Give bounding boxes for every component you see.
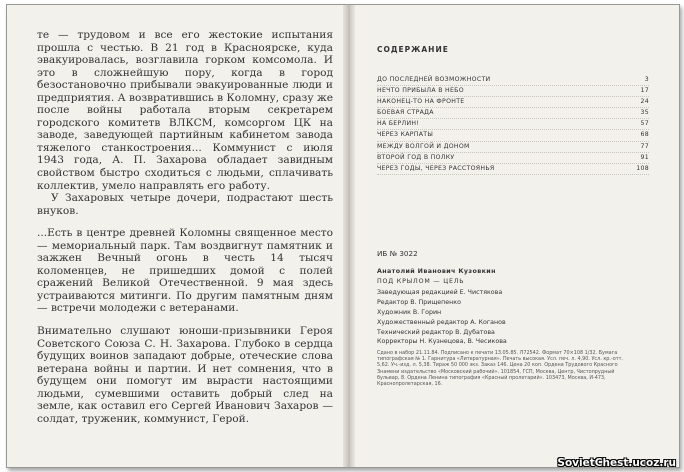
publication-details: Сдано в набор 21.11.84. Подписано к печати 13.05.85. Л72542. Формат 70×108 1/32. Бумага типографская № 1. Гарнитура «Литературная». Печать высокая. Усл. печ. л. 4,90. Усл. кр.-отт. 5,62. Уч.-изд. л. 5,38. Тираж 50 000 экз. Заказ 146. Цена 20 коп. Ордена Трудового Красного Знамени издательство «Московский рабочий». 101854, ГСП, Москва, Центр, Чистопрудный бульвар, 8. Ордена Ленина типография «Красный пролетарий». 103473, Москва, И-473, Краснопролетарская, 16.: [377, 350, 623, 387]
toc-entry: НА БЕРЛИН! 57: [377, 119, 649, 130]
credit-line: Технический редактор В. Дубатова: [377, 328, 495, 336]
credit-line: Заведующая редакцией Е. Чистякова: [377, 289, 503, 297]
toc-title: СОДЕРЖАНИЕ: [377, 45, 449, 54]
book-title: ПОД КРЫЛОМ — ЦЕЛЬ: [377, 277, 465, 285]
author-name: Анатолий Иванович Кузовкин: [377, 267, 496, 275]
toc-entry: НЕЧТО ПРИБЫЛА В НЕБО 17: [377, 86, 649, 97]
toc-entry: НАКОНЕЦ-ТО НА ФРОНТЕ 24: [377, 97, 649, 108]
open-book: [6, 4, 680, 468]
ib-number: ИБ № 3022: [377, 248, 418, 258]
toc-entry: ЧЕРЕЗ ГОДЫ, ЧЕРЕЗ РАССТОЯНЬЯ 108: [377, 164, 649, 175]
paragraph: У Захаровых четыре дочери, подрастают шесть внуков.: [37, 192, 333, 217]
credit-line: Редактор В. Прищепенко: [377, 299, 461, 307]
imprint-block: [377, 267, 649, 387]
book-spine-gutter: [343, 5, 355, 467]
credit-line: Художественный редактор А. Коганов: [377, 318, 506, 326]
toc-entry: ЧЕРЕЗ КАРПАТЫ 68: [377, 130, 649, 141]
credit-line: Художник В. Горин: [377, 309, 442, 317]
left-page: [37, 29, 333, 425]
site-watermark: SovietChest.ucoz.ru: [557, 457, 676, 469]
toc-entry: ДО ПОСЛЕДНЕЙ ВОЗМОЖНОСТИ 3: [377, 75, 649, 86]
credit-line: Корректоры Н. Кузнецова, В. Чесикова: [377, 338, 507, 346]
toc-entry: БОЕВАЯ СТРАДА 35: [377, 108, 649, 119]
toc-list: [377, 75, 649, 175]
toc-entry: МЕЖДУ ВОЛГОЙ И ДОНОМ 77: [377, 142, 649, 153]
paragraph: ...Есть в центре древней Коломны священное место — мемориальный парк. Там воздвигнут памятник и зажжен Вечный огонь в честь 14 тысяч коломенцев, не пришедших домой с полей сражений Великой Отечественной. 9 мая здесь устраиваются митинги. По другим памятным дням — встречи молодежи с ветеранами.: [37, 227, 333, 315]
paragraph: Внимательно слушают юноши-призывники Героя Советского Союза С. Н. Захарова. Глубоко в сердца будущих воинов западают добрые, отеческие слова ветерана войны и партии. И нет сомнения, что в будущем они помогут им вырасти настоящими людьми, сумевшими оставить добрый след на земле, как оставил его Сергей Иванович Захаров — солдат, труженик, коммунист, Герой.: [37, 325, 333, 425]
right-page: [377, 45, 649, 387]
paragraph: те — трудовом и все его жестокие испытания прошла с честью. В 21 год в Красноярске, куда эвакуировалась, возглавила горком комсомола. И это в сложнейшую пору, когда в город безостановочно прибывали эвакуированные люди и предприятия. А возвратившись в Коломну, сразу же после войны работала вторым секретарем городского комитетв ВЛКСМ, комсоргом ЦК на заводе, заведующей партийным кабинетом завода тяжелого станкостроения... Коммунист с июля 1943 года, А. П. Захарова обладает завидным свойством быстро сходиться с людьми, сплачивать коллектив, умело направлять его работу.: [37, 29, 333, 192]
toc-entry: ВТОРОЙ ГОД В ПОЛКУ 91: [377, 153, 649, 164]
